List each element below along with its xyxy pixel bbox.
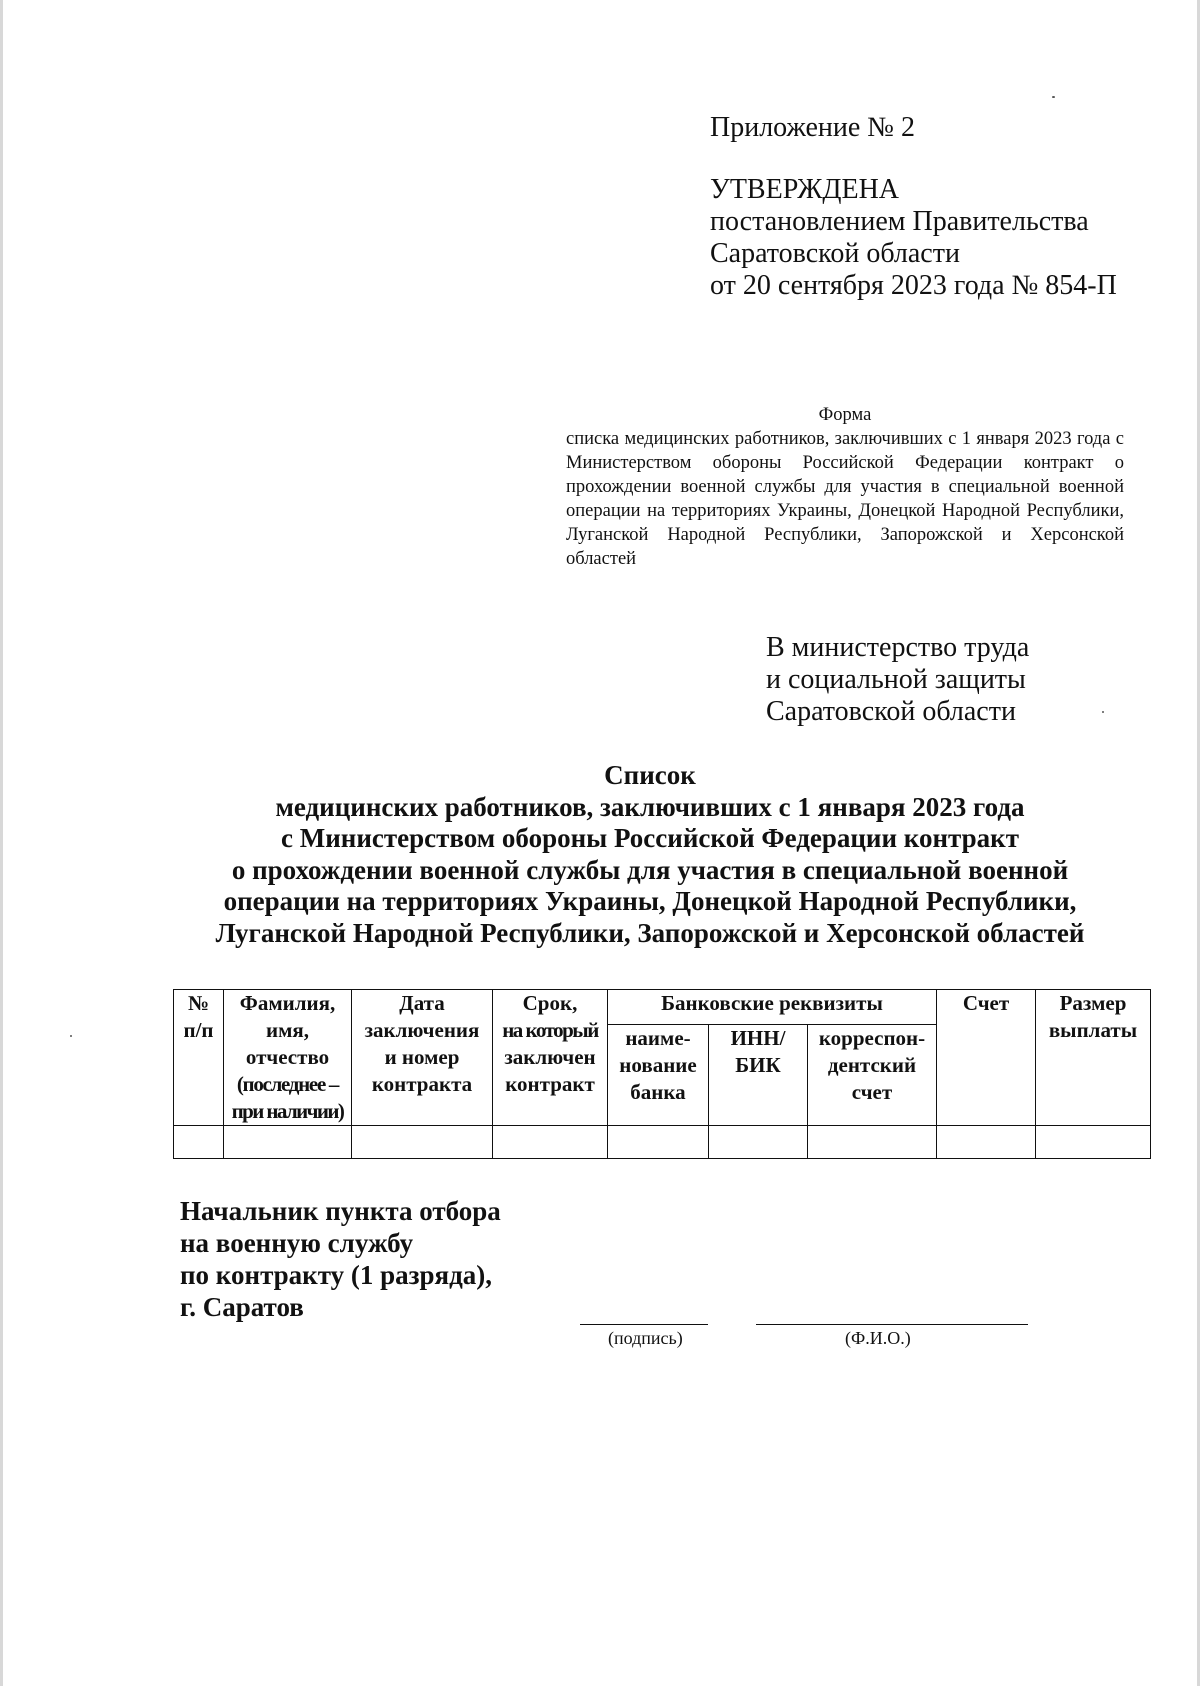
approved-label: УТВЕРЖДЕНА	[710, 174, 900, 205]
header-text: Дата	[399, 991, 445, 1015]
signer-block	[180, 1195, 501, 1323]
signer-line: на военную службу	[180, 1228, 414, 1258]
form-caption	[566, 403, 1124, 571]
title-line: операции на территориях Украины, Донецкой Народной Республики,	[223, 886, 1077, 916]
col-payment-header	[1036, 990, 1151, 1126]
header-text: банка	[630, 1079, 686, 1104]
addressee-line-1: В министерство труда	[766, 632, 1030, 663]
table-cell	[608, 1126, 709, 1159]
header-text: ИНН/	[730, 1025, 786, 1050]
header-text: п/п	[183, 1018, 214, 1042]
approval-line-2: Саратовской области	[710, 238, 960, 269]
form-description: списка медицинских работников, заключивших с 1 января 2023 года с Министерством обороны Российской Федерации контракт о прохождении военной службы для участия в специальной военной операции на территориях Украины, Донецкой Народной Республики, Луганской Народной Республики, Запорожской и Херсонской областей	[566, 429, 1124, 569]
title-heading: Список	[604, 760, 696, 790]
col-account-header: Счет	[937, 990, 1036, 1126]
col-date-header	[352, 990, 493, 1126]
col-corr-header	[808, 1024, 937, 1125]
scan-left-edge	[0, 0, 3, 1686]
table-cell	[709, 1126, 808, 1159]
table-cell	[352, 1126, 493, 1159]
header-text: при наличии)	[231, 1099, 344, 1123]
table-cell	[808, 1126, 937, 1159]
header-text: имя,	[265, 1018, 309, 1042]
header-text: отчество	[245, 1045, 330, 1069]
header-text: (последнее –	[236, 1072, 339, 1096]
signer-line: Начальник пункта отбора	[180, 1196, 501, 1226]
col-bank-group-header: Банковские реквизиты	[608, 990, 937, 1025]
header-text: №	[187, 991, 210, 1015]
title-line: медицинских работников, заключивших с 1 января 2023 года	[275, 791, 1025, 822]
scan-speck	[1052, 96, 1055, 98]
header-text: корреспон-	[818, 1025, 926, 1050]
header-text: Размер	[1059, 991, 1127, 1015]
header-text: наиме-	[625, 1025, 691, 1050]
title-line: Луганской Народной Республики, Запорожской и Херсонской областей	[215, 917, 1085, 948]
table-header-row	[174, 990, 1151, 1025]
header-text: дентский	[827, 1052, 917, 1077]
header-text: контракт	[505, 1072, 595, 1096]
form-word: Форма	[818, 405, 872, 425]
document-title	[150, 760, 1150, 949]
table-cell	[937, 1126, 1036, 1159]
table-cell	[493, 1126, 608, 1159]
header-text: и номер	[384, 1045, 460, 1069]
signer-line: по контракту (1 разряда),	[180, 1260, 493, 1290]
approval-block	[710, 112, 1117, 302]
header-text: выплаты	[1048, 1018, 1138, 1042]
signer-line: г. Саратов	[180, 1292, 304, 1322]
name-label: (Ф.И.О.)	[845, 1328, 911, 1348]
col-number-header	[174, 990, 224, 1126]
header-text: на который	[502, 1018, 598, 1042]
addressee-line-3: Саратовской области	[766, 696, 1016, 727]
header-text: Фамилия,	[239, 991, 336, 1015]
col-fio-header	[224, 990, 352, 1126]
header-text: нование	[619, 1052, 697, 1077]
col-bank-name-header	[608, 1024, 709, 1125]
header-text: заключен	[504, 1045, 596, 1069]
scan-speck	[1102, 711, 1104, 713]
name-line	[756, 1324, 1028, 1325]
annex-number: Приложение № 2	[710, 112, 915, 143]
table-row	[174, 1126, 1151, 1159]
addressee-block	[766, 632, 1029, 728]
title-line: о прохождении военной службы для участия в специальной военной	[231, 854, 1069, 885]
title-line: с Министерством обороны Российской Федерации контракт	[281, 823, 1019, 853]
medical-workers-table	[173, 989, 1151, 1159]
approval-line-1: постановлением Правительства	[710, 206, 1089, 237]
addressee-line-2: и социальной защиты	[766, 664, 1026, 695]
header-text: Срок,	[522, 991, 578, 1015]
col-term-header	[493, 990, 608, 1126]
table-cell	[1036, 1126, 1151, 1159]
header-text: заключения	[364, 1018, 480, 1042]
col-inn-header	[709, 1024, 808, 1125]
approval-line-3: от 20 сентября 2023 года № 854-П	[710, 270, 1117, 301]
table-cell	[224, 1126, 352, 1159]
signature-line	[580, 1324, 708, 1325]
header-text: БИК	[735, 1052, 781, 1077]
header-text: контракта	[371, 1072, 473, 1096]
scan-speck	[70, 1035, 72, 1037]
table-cell	[174, 1126, 224, 1159]
header-text: счет	[851, 1079, 893, 1104]
signature-label: (подпись)	[608, 1328, 683, 1348]
